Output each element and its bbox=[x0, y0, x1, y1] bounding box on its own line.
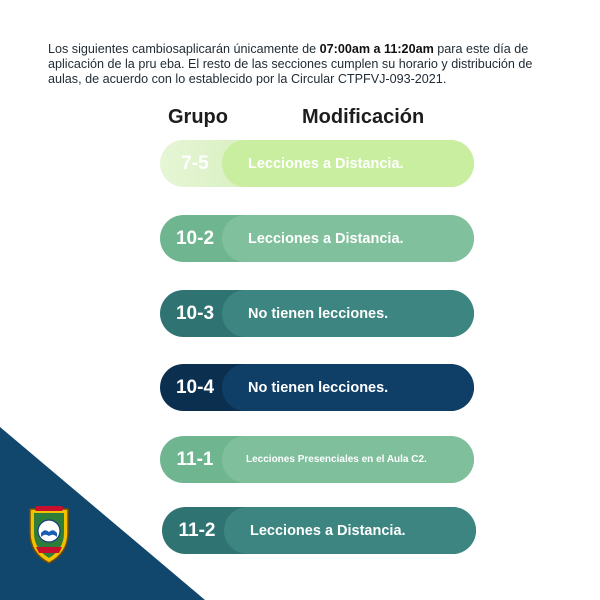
intro-text-2: para este día de aplicación de la pru eba. El resto de las secciones cumplen su horario y distribución de aulas, de acuerdo con lo establecido por la Circular CTPFVJ-093-2021. bbox=[48, 42, 533, 86]
modification-label: Lecciones a Distancia. bbox=[222, 215, 474, 262]
schedule-row-11-1 bbox=[160, 436, 474, 483]
modification-label: Lecciones Presenciales en el Aula C2. bbox=[222, 436, 474, 483]
group-label: 10-4 bbox=[175, 376, 215, 398]
group-label: 10-3 bbox=[175, 302, 215, 324]
schedule-row-7-5 bbox=[160, 140, 474, 187]
schedule-row-10-2 bbox=[160, 215, 474, 262]
intro-text-1: Los siguientes cambiosaplicarán únicamente de bbox=[48, 42, 320, 56]
group-label: 11-2 bbox=[178, 519, 216, 541]
header-grupo: Grupo bbox=[168, 106, 228, 128]
intro-paragraph bbox=[48, 42, 568, 87]
modification-label: No tienen lecciones. bbox=[222, 364, 474, 411]
schedule-row-11-2 bbox=[162, 507, 476, 554]
intro-time-range: 07:00am a 11:20am bbox=[319, 42, 434, 56]
modification-label: Lecciones a Distancia. bbox=[222, 140, 474, 187]
schedule-row-10-3 bbox=[160, 290, 474, 337]
group-label: 11-1 bbox=[176, 448, 214, 470]
modification-label: No tienen lecciones. bbox=[222, 290, 474, 337]
schedule-row-10-4 bbox=[160, 364, 474, 411]
group-label: 10-2 bbox=[175, 227, 215, 249]
header-modificacion: Modificación bbox=[302, 106, 425, 128]
school-crest-logo bbox=[26, 503, 72, 565]
modification-label: Lecciones a Distancia. bbox=[224, 507, 476, 554]
group-label: 7-5 bbox=[181, 152, 209, 174]
